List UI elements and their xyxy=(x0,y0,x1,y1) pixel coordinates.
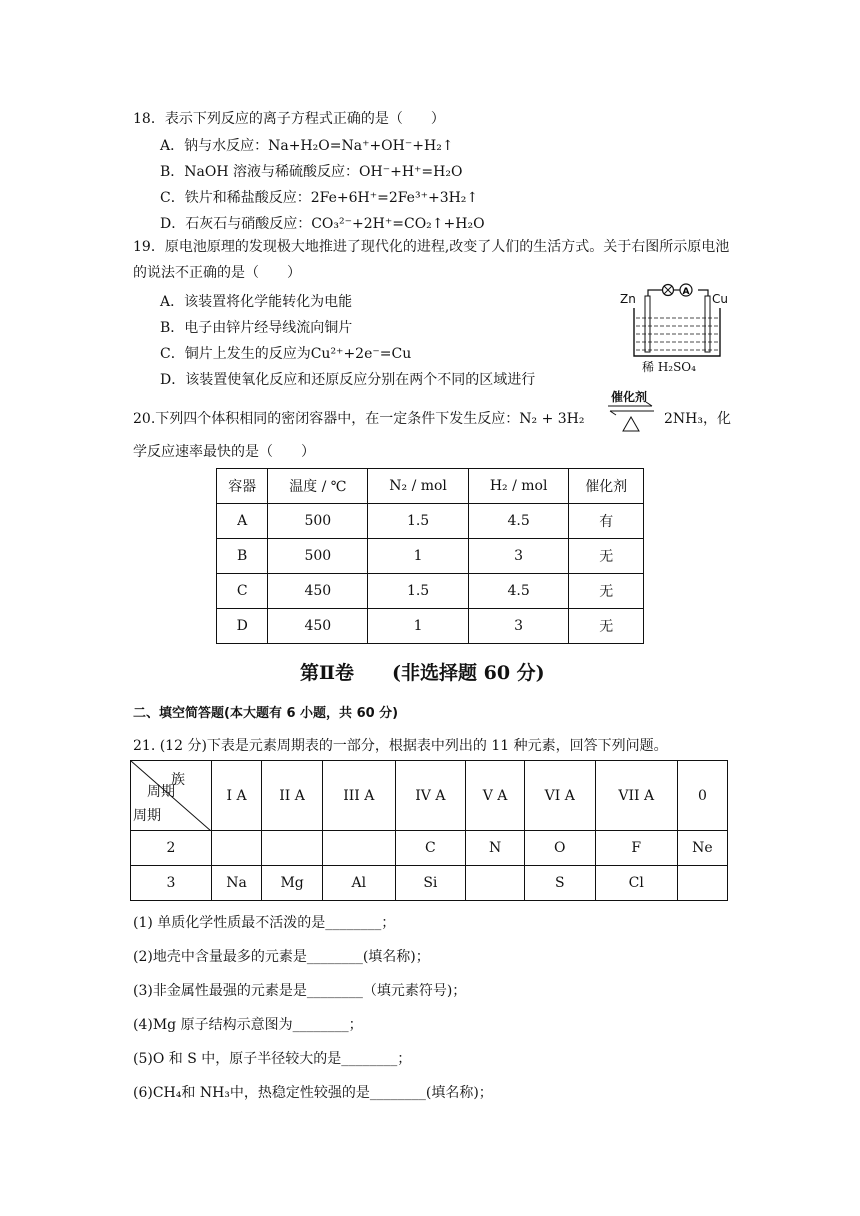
reversible-arrow xyxy=(606,386,656,434)
element-cell xyxy=(323,831,396,866)
table-row xyxy=(217,574,644,609)
table-row xyxy=(131,866,728,901)
q18-stem: 18．表示下列反应的离子方程式正确的是（ ） xyxy=(133,111,445,127)
q18-option-d: D．石灰石与硝酸反应：CO₃²⁻+2H⁺=CO₂↑+H₂O xyxy=(160,216,485,232)
table-cell: 3 xyxy=(468,539,569,574)
table-cell: 450 xyxy=(268,574,368,609)
header-cell: H₂ / mol xyxy=(468,469,569,504)
element-cell: N xyxy=(466,831,525,866)
q21-subquestion-4: (4)Mg 原子结构示意图为________； xyxy=(133,1017,363,1033)
group-header: V A xyxy=(466,761,525,831)
group-header: III A xyxy=(323,761,396,831)
q21-subquestion-1: (1) 单质化学性质最不活泼的是________； xyxy=(133,915,396,931)
element-cell: Na xyxy=(212,866,262,901)
element-cell: Ne xyxy=(677,831,727,866)
q19-option-b: B．电子由锌片经导线流向铜片 xyxy=(160,320,353,336)
electrolyte-label: 稀 H₂SO₄ xyxy=(642,360,696,374)
q21-subquestion-2: (2)地壳中含量最多的元素是________(填名称)； xyxy=(133,949,430,965)
header-cell: 温度 / ℃ xyxy=(268,469,368,504)
galvanic-cell-figure xyxy=(620,272,730,376)
table-cell: B xyxy=(217,539,268,574)
element-cell: S xyxy=(524,866,595,901)
q20-stem-part1: 20.下列四个体积相同的密闭容器中，在一定条件下发生反应：N₂ + 3H₂ xyxy=(133,411,585,427)
corner-group-label: 族 xyxy=(171,772,185,788)
element-cell xyxy=(212,831,262,866)
catalyst-label: 催化剂 xyxy=(611,390,648,404)
q19-option-c: C．铜片上发生的反应为Cu²⁺+2e⁻=Cu xyxy=(160,346,412,362)
corner-cell xyxy=(131,761,212,831)
periodic-table xyxy=(130,760,728,901)
section2-heading: 二、填空简答题(本大题有 6 小题，共 60 分) xyxy=(133,706,399,721)
table-cell: 有 xyxy=(569,504,644,539)
table-row xyxy=(131,831,728,866)
period-cell: 2 xyxy=(131,831,212,866)
element-cell xyxy=(466,866,525,901)
table-cell: 无 xyxy=(569,539,644,574)
cu-label: Cu xyxy=(712,292,728,306)
zn-label: Zn xyxy=(620,292,636,306)
group-header: II A xyxy=(262,761,323,831)
table-cell: 3 xyxy=(468,609,569,644)
corner-period-label: 周期 xyxy=(133,808,161,824)
table-cell: 500 xyxy=(268,504,368,539)
part2-title: 第Ⅱ卷 (非选择题 60 分) xyxy=(300,662,545,684)
svg-text:A: A xyxy=(682,287,690,297)
table-cell: 500 xyxy=(268,539,368,574)
table-cell: 无 xyxy=(569,609,644,644)
element-cell: Mg xyxy=(262,866,323,901)
corner-period-label-mid: 周期 xyxy=(147,784,175,800)
q21-stem: 21. (12 分)下表是元素周期表的一部分，根据表中列出的 11 种元素，回答下列问题。 xyxy=(133,738,668,754)
q21-subquestion-3: (3)非金属性最强的元素是是________（填元素符号)； xyxy=(133,983,467,999)
header-cell: N₂ / mol xyxy=(368,469,469,504)
element-cell: C xyxy=(395,831,466,866)
table-cell: 1 xyxy=(368,609,469,644)
table-header-row xyxy=(131,761,728,831)
period-cell: 3 xyxy=(131,866,212,901)
q21-subquestion-6: (6)CH₄和 NH₃中，热稳定性较强的是________(填名称)； xyxy=(133,1085,493,1101)
group-header: VI A xyxy=(524,761,595,831)
q19-option-d: D．该装置使氧化反应和还原反应分别在两个不同的区域进行 xyxy=(160,372,536,388)
group-header: VII A xyxy=(595,761,677,831)
q18-option-c: C．铁片和稀盐酸反应：2Fe+6H⁺=2Fe³⁺+3H₂↑ xyxy=(160,190,479,206)
table-cell: 1.5 xyxy=(368,504,469,539)
q19-stem: 19．原电池原理的发现极大地推进了现代化的进程,改变了人们的生活方式。关于右图所示原电池的说法不正确的是（ ） xyxy=(133,239,730,281)
group-header: I A xyxy=(212,761,262,831)
group-header: 0 xyxy=(677,761,727,831)
table-cell: 4.5 xyxy=(468,574,569,609)
reaction-rate-table xyxy=(216,468,644,644)
element-cell: Cl xyxy=(595,866,677,901)
element-cell xyxy=(677,866,727,901)
element-cell: Si xyxy=(395,866,466,901)
header-cell: 容器 xyxy=(217,469,268,504)
table-cell: C xyxy=(217,574,268,609)
table-cell: 1.5 xyxy=(368,574,469,609)
q18-option-a: A．钠与水反应：Na+H₂O=Na⁺+OH⁻+H₂↑ xyxy=(160,138,454,154)
q20-stem-part3: 学反应速率最快的是（ ） xyxy=(133,444,315,460)
table-row xyxy=(217,539,644,574)
table-cell: 1 xyxy=(368,539,469,574)
table-header-row xyxy=(217,469,644,504)
table-cell: 无 xyxy=(569,574,644,609)
element-cell: O xyxy=(524,831,595,866)
table-cell: 4.5 xyxy=(468,504,569,539)
q18-option-b: B．NaOH 溶液与稀硫酸反应：OH⁻+H⁺=H₂O xyxy=(160,164,463,180)
element-cell: Al xyxy=(323,866,396,901)
header-cell: 催化剂 xyxy=(569,469,644,504)
element-cell: F xyxy=(595,831,677,866)
table-cell: D xyxy=(217,609,268,644)
table-row xyxy=(217,609,644,644)
q21-subquestion-5: (5)O 和 S 中，原子半径较大的是________； xyxy=(133,1051,412,1067)
table-cell: A xyxy=(217,504,268,539)
q20-stem-part2: 2NH₃，化 xyxy=(664,411,731,427)
table-row xyxy=(217,504,644,539)
group-header: IV A xyxy=(395,761,466,831)
table-cell: 450 xyxy=(268,609,368,644)
q19-option-a: A．该装置将化学能转化为电能 xyxy=(160,294,353,310)
element-cell xyxy=(262,831,323,866)
